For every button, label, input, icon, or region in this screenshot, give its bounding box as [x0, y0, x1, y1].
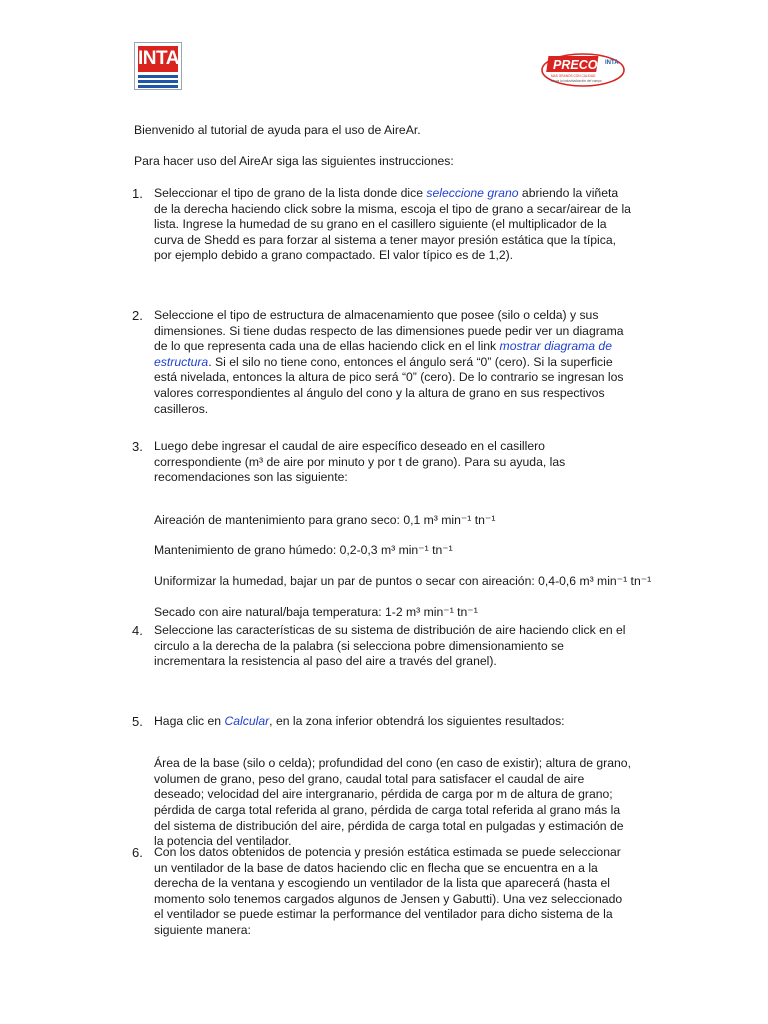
item-text: Seleccionar el tipo de grano de la lista donde dice seleccione grano abriendo la viñeta de la derecha haciendo click sobre la misma, escoja el tipo de grano a secar/airear de la lista. Ingrese la humedad de su grano en el casillero siguiente (el multiplicador de la curva de Shedd es para forzar al sistema a tener mayor presión estática que la típica, por ejemplo debido a grano compactado. El valor típico es de 1,2). [154, 186, 631, 263]
item-text: Con los datos obtenidos de potencia y presión estática estimada se puede seleccionar un ventilador de la base de datos haciendo clic en flecha que se encuentra en a la derecha de la ventana y escogiendo un ventilador de la lista que aparecerá (hasta el momento solo tenemos cargados algunos de Jensen y Gabutti). Una vez seleccionado el ventilador se puede estimar la performance del ventilador para dicho sistema de la siguiente manera: [154, 845, 623, 937]
item-number: 3. [132, 439, 143, 454]
mostrar-diagrama-link[interactable]: mostrar diagrama de estructura [154, 339, 612, 369]
seleccione-grano-link[interactable]: seleccione grano [426, 186, 519, 200]
inta-logo-text: INTA [138, 46, 178, 72]
recommendation-maintenance-wet: Mantenimiento de grano húmedo: 0,2-0,3 m³ min⁻¹ tn⁻¹ [154, 543, 453, 558]
precop-logo [541, 52, 625, 88]
item-text: Luego debe ingresar el caudal de aire específico deseado en el casillero correspondiente (m³ de aire por minuto y por t de grano). Para su ayuda, las recomendaciones son las siguiente: [154, 439, 566, 485]
svg-text:MAS GRANOS CON CALIDAD: MAS GRANOS CON CALIDAD [551, 74, 596, 78]
intro-welcome: Bienvenido al tutorial de ayuda para el uso de AireAr. [134, 123, 421, 137]
item-number: 6. [132, 845, 143, 860]
precop-logo-text: PRECOP [553, 58, 606, 72]
svg-text:INTA: INTA [605, 60, 619, 66]
item-text: Seleccione el tipo de estructura de almacenamiento que posee (silo o celda) y sus dimensiones. Si tiene dudas respecto de las dimensiones puede pedir ver un diagrama de lo que representa cada una de ellas haciendo click en el link mostrar diagrama de estructura. Si el silo no tiene cono, entonces el ángulo será “0” (cero). Si la superficie está nivelada, entonces la altura de pico será “0” (cero). De lo contrario se ingresan los valores correspondientes al ángulo del cono y la altura de grano en sus respectivos casilleros. [154, 308, 624, 416]
item-number: 1. [132, 186, 143, 201]
recommendation-maintenance-dry: Aireación de mantenimiento para grano seco: 0,1 m³ min⁻¹ tn⁻¹ [154, 513, 496, 528]
item-text: Haga clic en Calcular, en la zona inferior obtendrá los siguientes resultados: [154, 714, 565, 728]
item-number: 5. [132, 714, 143, 729]
item-number: 4. [132, 623, 143, 638]
recommendation-natural-drying: Secado con aire natural/baja temperatura: 1-2 m³ min⁻¹ tn⁻¹ [154, 605, 478, 620]
item-text: Seleccione las características de su sistema de distribución de aire haciendo click en el circulo a la derecha de la palabra (si selecciona pobre dimensionamiento se incrementara la resistencia al paso del aire a través del granel). [154, 623, 626, 669]
svg-text:Hacia la industrialización del: Hacia la industrialización del campo [551, 79, 602, 83]
item-number: 2. [132, 308, 143, 323]
inta-logo [134, 42, 182, 90]
results-description: Área de la base (silo o celda); profundidad del cono (en caso de existir); altura de grano, volumen de grano, peso del grano, caudal total para satisfacer el caudal de aire deseado; velocidad del aire intergranario, pérdida de carga por m de altura de grano; pérdida de carga total referida al grano, pérdida de carga total referida al grano más la del sistema de distribución del aire, pérdida de carga total en pulgadas y estimación de la potencia del ventilador. [154, 756, 631, 849]
intro-instructions: Para hacer uso del AireAr siga las siguientes instrucciones: [134, 154, 454, 168]
calcular-link[interactable]: Calcular [224, 714, 270, 728]
recommendation-uniformize: Uniformizar la humedad, bajar un par de puntos o secar con aireación: 0,4-0,6 m³ min⁻¹ tn⁻¹ [154, 574, 652, 589]
